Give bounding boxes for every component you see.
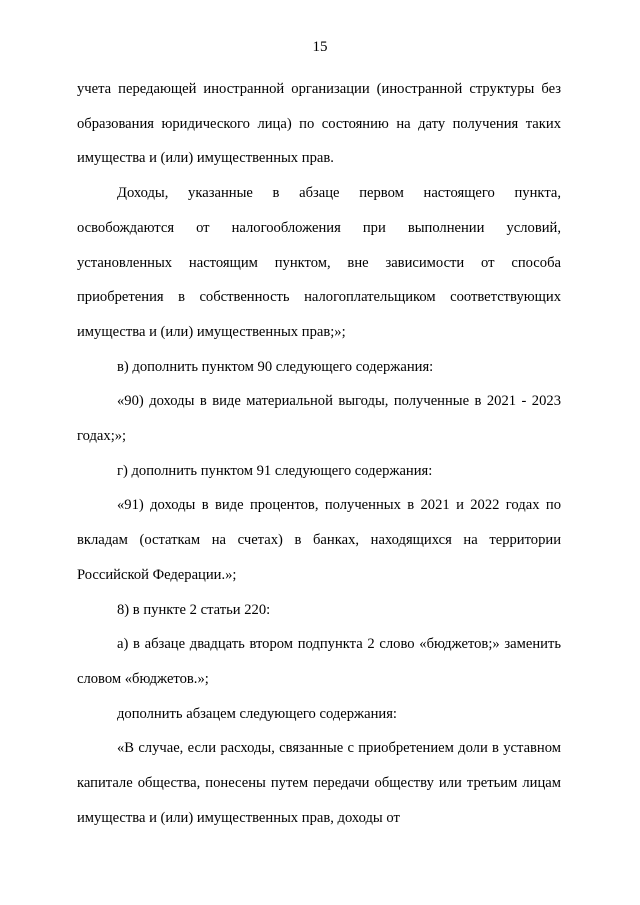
paragraph-new-abzac: «В случае, если расходы, связанные с приобретением доли в уставном капитале общества, понесены путем передачи обществу или третьим лицам имущества и (или) имущественных прав, доходы от <box>77 740 561 826</box>
paragraph-amend-item-g: г) дополнить пунктом 91 следующего содержания: <box>117 462 433 479</box>
paragraph-point-90: «90) доходы в виде материальной выгоды, полученные в 2021 - 2023 годах;»; <box>77 393 561 445</box>
paragraph-income-exemption: Доходы, указанные в абзаце первом настоящего пункта, освобождаются от налогообложения при выполнении условий, установленных настоящим пунктом, вне зависимости от способа приобретения в собственность налогоплательщиком соответствующих имущества и (или) имущественных прав;»; <box>77 185 561 340</box>
document-body <box>77 72 561 835</box>
paragraph-point-91: «91) доходы в виде процентов, полученных в 2021 и 2022 годах по вкладам (остаткам на счетах) в банках, находящихся на территории Российской Федерации.»; <box>77 497 561 583</box>
paragraph-add-abzac: дополнить абзацем следующего содержания: <box>117 705 397 722</box>
paragraph-article-220: 8) в пункте 2 статьи 220: <box>117 601 271 618</box>
page-number: 15 <box>312 39 328 55</box>
paragraph-amend-item-v: в) дополнить пунктом 90 следующего содержания: <box>117 358 434 375</box>
paragraph-amend-item-a: а) в абзаце двадцать втором подпункта 2 слово «бюджетов;» заменить словом «бюджетов.»; <box>77 636 561 687</box>
paragraph-continuation: учета передающей иностранной организации (иностранной структуры без образования юридического лица) по состоянию на дату получения таких имущества и (или) имущественных прав. <box>77 81 561 167</box>
